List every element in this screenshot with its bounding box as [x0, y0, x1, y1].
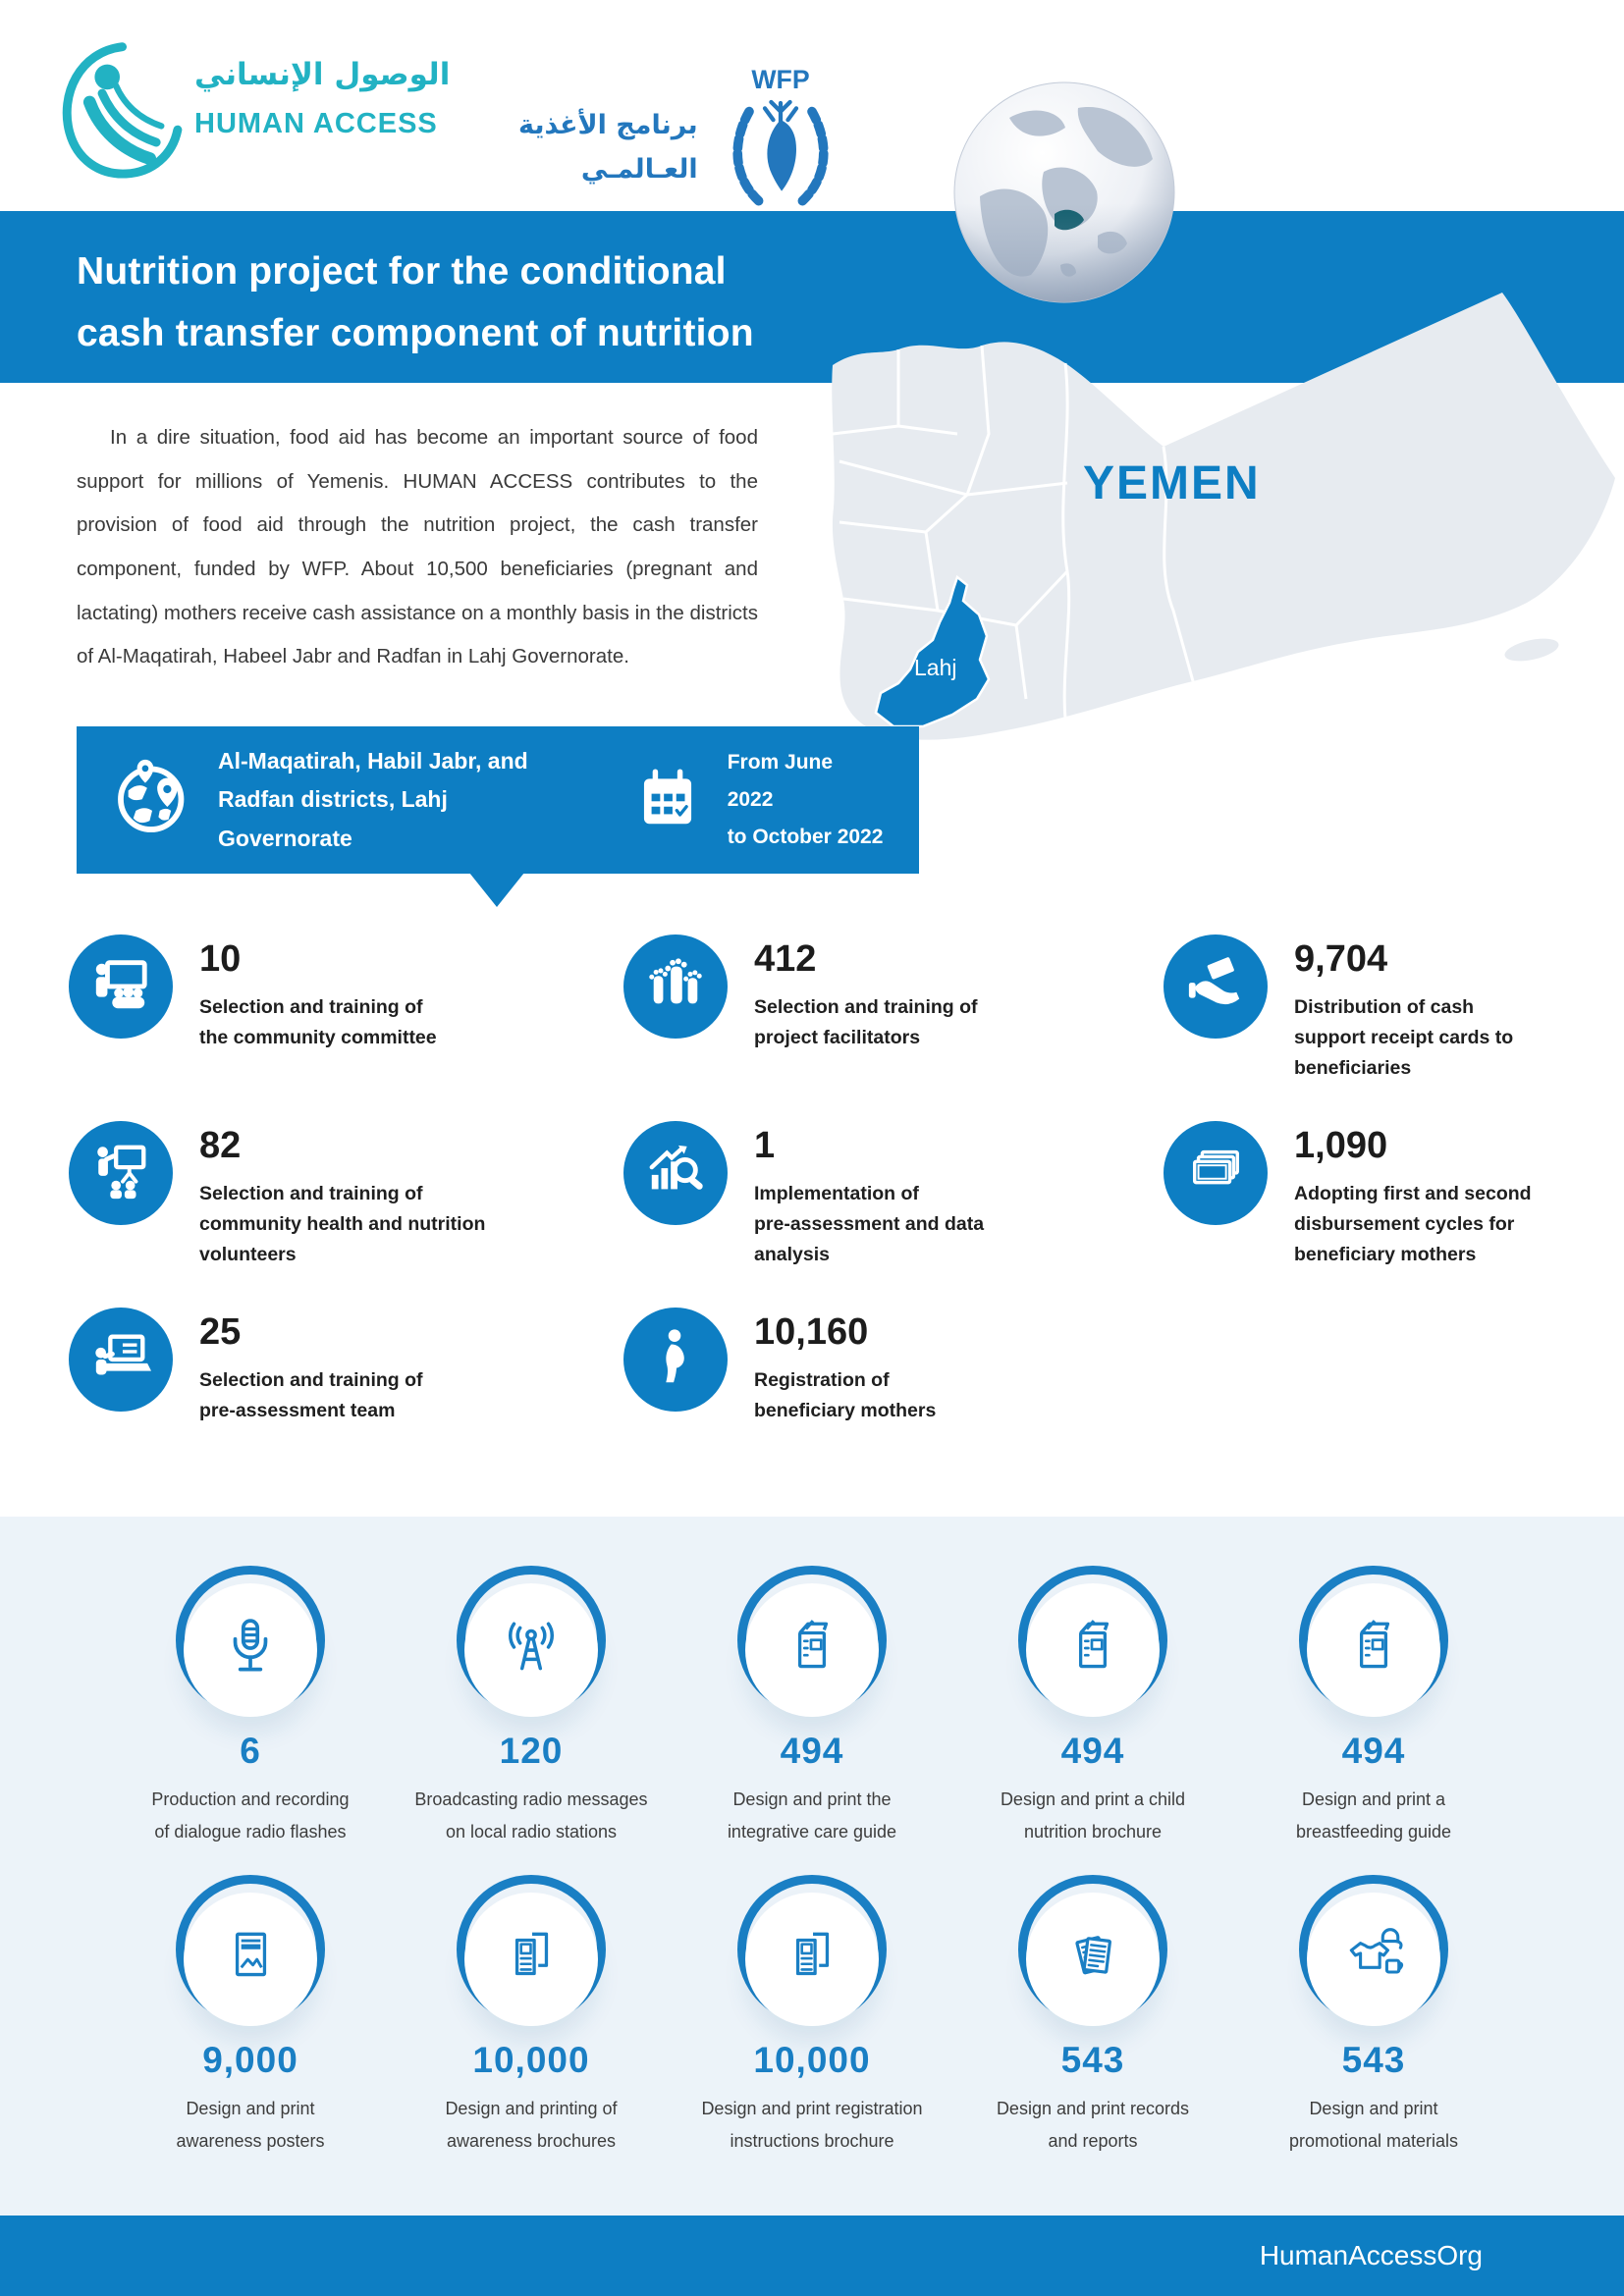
stat-value: 82	[199, 1125, 242, 1166]
stat-label: Selection and training of project facilitators	[754, 996, 978, 1049]
print-stat-label: Broadcasting radio messages on local radio stations	[414, 1789, 648, 1842]
footer-bar	[0, 2216, 1624, 2296]
location-text: Al-Maqatirah, Habil Jabr, and Radfan districts, Lahj Governorate	[218, 747, 528, 851]
papers-stack-icon	[1060, 1924, 1125, 1994]
print-icon-ring	[1299, 1875, 1448, 2024]
stat-icon-circle	[623, 934, 728, 1039]
stat-value: 25	[199, 1311, 242, 1353]
print-stat-value: 543	[1060, 2039, 1125, 2080]
stat-label: Registration of beneficiary mothers	[754, 1369, 937, 1422]
print-stat-value: 9,000	[202, 2039, 298, 2080]
stat-label: Distribution of cash support receipt cards to beneficiaries	[1294, 996, 1514, 1080]
stat-value: 1	[754, 1125, 776, 1166]
stat-label: Adopting first and second disbursement cycles for beneficiary mothers	[1294, 1183, 1532, 1266]
print-icon-ring	[176, 1875, 325, 2024]
island	[1503, 634, 1561, 665]
print-icon-ring	[1299, 1566, 1448, 1715]
print-icon-ring	[457, 1875, 606, 2024]
print-stat-label: Production and recording of dialogue radio flashes	[151, 1789, 350, 1842]
print-stat-label: Design and print a breastfeeding guide	[1295, 1789, 1452, 1842]
print-stat-label: Design and printing of awareness brochures	[445, 2098, 618, 2151]
print-stat-value: 10,000	[472, 2039, 590, 2080]
calendar-icon	[633, 764, 702, 837]
checklist-board-icon	[90, 1327, 151, 1393]
stat-icon-circle	[623, 1121, 728, 1225]
yemen-map	[820, 287, 1624, 746]
wfp-english-text: WFP	[751, 65, 810, 95]
location-banner	[77, 726, 919, 874]
country-label: YEMEN	[1083, 457, 1261, 509]
human-access-english-name: HUMAN ACCESS	[194, 108, 438, 139]
print-stat-label: Design and print promotional materials	[1288, 2098, 1459, 2151]
stat-item	[1164, 934, 1624, 1121]
stat-item	[69, 934, 623, 1121]
print-stat-card	[110, 1566, 391, 1849]
microphone-icon	[218, 1616, 283, 1685]
chart-magnifier-icon	[645, 1141, 706, 1206]
stat-text	[199, 1308, 423, 1426]
cards-stack-icon	[1185, 1141, 1246, 1206]
print-stat-card	[391, 1566, 672, 1849]
print-stat-card	[672, 1566, 952, 1849]
page-title: Nutrition project for the conditional cash transfer component of nutrition	[77, 250, 754, 355]
print-icon-ring	[737, 1875, 887, 2024]
brochures-pages-icon	[499, 1924, 564, 1994]
print-stat-card	[110, 1875, 391, 2159]
stat-item	[623, 1121, 1164, 1308]
region-label: Lahj	[914, 655, 957, 680]
brochures-pages-icon	[780, 1924, 844, 1994]
raised-hands-icon	[645, 954, 706, 1020]
intro-paragraph: In a dire situation, food aid has become an important source of food support for millions of Yemenis. HUMAN ACCESS contributes to the provision of food aid through the nutrition project, the cash transfer component, funded by WFP. About 10,500 beneficiaries (pregnant and lactating) mothers receive cash assistance on a monthly basis in the districts of Al-Maqatirah, Habeel Jabr and Radfan in Lahj Governorate.	[77, 426, 758, 668]
stat-text	[199, 934, 437, 1053]
print-stat-value: 120	[499, 1731, 564, 1771]
stat-text	[754, 1121, 984, 1271]
print-stat-value: 494	[780, 1731, 844, 1771]
wfp-arabic-line2: العـالمـي	[580, 153, 698, 185]
print-stat-card	[952, 1875, 1233, 2159]
human-access-arabic-name: الوصول الإنساني	[194, 57, 451, 92]
broadcast-tower-icon	[499, 1616, 564, 1685]
stat-text	[1294, 1121, 1532, 1271]
poster-icon	[218, 1924, 283, 1994]
globe-pins-icon	[112, 758, 192, 843]
stat-value: 10,160	[754, 1311, 869, 1353]
print-stat-card	[952, 1566, 1233, 1849]
print-stat-card	[1233, 1566, 1514, 1849]
date-range-text: From June 2022 to October 2022	[727, 751, 884, 848]
cash-hand-icon	[1185, 954, 1246, 1020]
stat-item	[623, 934, 1164, 1121]
training-board-icon	[90, 954, 151, 1020]
brochure-icon	[1341, 1616, 1406, 1685]
print-stat-value: 494	[1341, 1731, 1406, 1771]
stat-icon-circle	[1164, 934, 1268, 1039]
pregnant-woman-icon	[645, 1327, 706, 1393]
stat-label: Selection and training of the community committee	[199, 996, 437, 1049]
stat-item	[1164, 1121, 1624, 1308]
footer-handle: HumanAccessOrg	[1259, 2240, 1483, 2270]
stat-label: Implementation of pre-assessment and data analysis	[754, 1183, 985, 1266]
print-stat-card	[672, 1875, 952, 2159]
teacher-board-icon	[90, 1141, 151, 1206]
print-icon-ring	[176, 1566, 325, 1715]
wfp-arabic-line1: برنامج الأغذية	[518, 110, 698, 140]
stat-icon-circle	[69, 934, 173, 1039]
brochure-icon	[780, 1616, 844, 1685]
stat-value: 412	[754, 938, 817, 980]
human-access-logo	[57, 39, 450, 187]
stat-value: 9,704	[1294, 938, 1388, 980]
print-stat-value: 543	[1341, 2039, 1406, 2080]
merch-icon	[1341, 1924, 1406, 1994]
print-icon-ring	[457, 1566, 606, 1715]
print-stat-label: Design and print a child nutrition brochure	[1000, 1789, 1186, 1842]
stat-text	[199, 1121, 485, 1271]
human-access-figure-icon	[57, 39, 183, 187]
stat-icon-circle	[623, 1308, 728, 1412]
print-stat-value: 10,000	[753, 2039, 871, 2080]
print-stat-value: 494	[1060, 1731, 1125, 1771]
brochure-icon	[1060, 1616, 1125, 1685]
stats-grid	[0, 934, 1624, 1494]
stat-text	[754, 934, 978, 1053]
print-stat-value: 6	[240, 1731, 261, 1771]
print-stat-label: Design and print registration instructions brochure	[701, 2098, 923, 2151]
print-stat-card	[391, 1875, 672, 2159]
print-stat-label: Design and print the integrative care guide	[727, 1789, 897, 1842]
print-stat-label: Design and print awareness posters	[176, 2098, 325, 2151]
stat-label: Selection and training of pre-assessment team	[199, 1369, 423, 1422]
print-stat-card	[1233, 1875, 1514, 2159]
stat-text	[1294, 934, 1513, 1085]
stat-text	[754, 1308, 936, 1426]
stat-icon-circle	[1164, 1121, 1268, 1225]
stat-item	[69, 1308, 623, 1494]
media-print-section	[0, 1517, 1624, 2216]
print-icon-ring	[1018, 1875, 1167, 2024]
stat-value: 10	[199, 938, 242, 980]
globe-yemen-icon	[950, 79, 1178, 306]
print-icon-ring	[737, 1566, 887, 1715]
stat-icon-circle	[69, 1121, 173, 1225]
print-stats-grid	[0, 1517, 1624, 2158]
stat-icon-circle	[69, 1308, 173, 1412]
stat-item	[69, 1121, 623, 1308]
stat-value: 1,090	[1294, 1125, 1388, 1166]
stat-label: Selection and training of community health and nutrition volunteers	[199, 1183, 486, 1266]
stat-item	[623, 1308, 1164, 1494]
print-stat-label: Design and print records and reports	[996, 2098, 1190, 2151]
print-icon-ring	[1018, 1566, 1167, 1715]
